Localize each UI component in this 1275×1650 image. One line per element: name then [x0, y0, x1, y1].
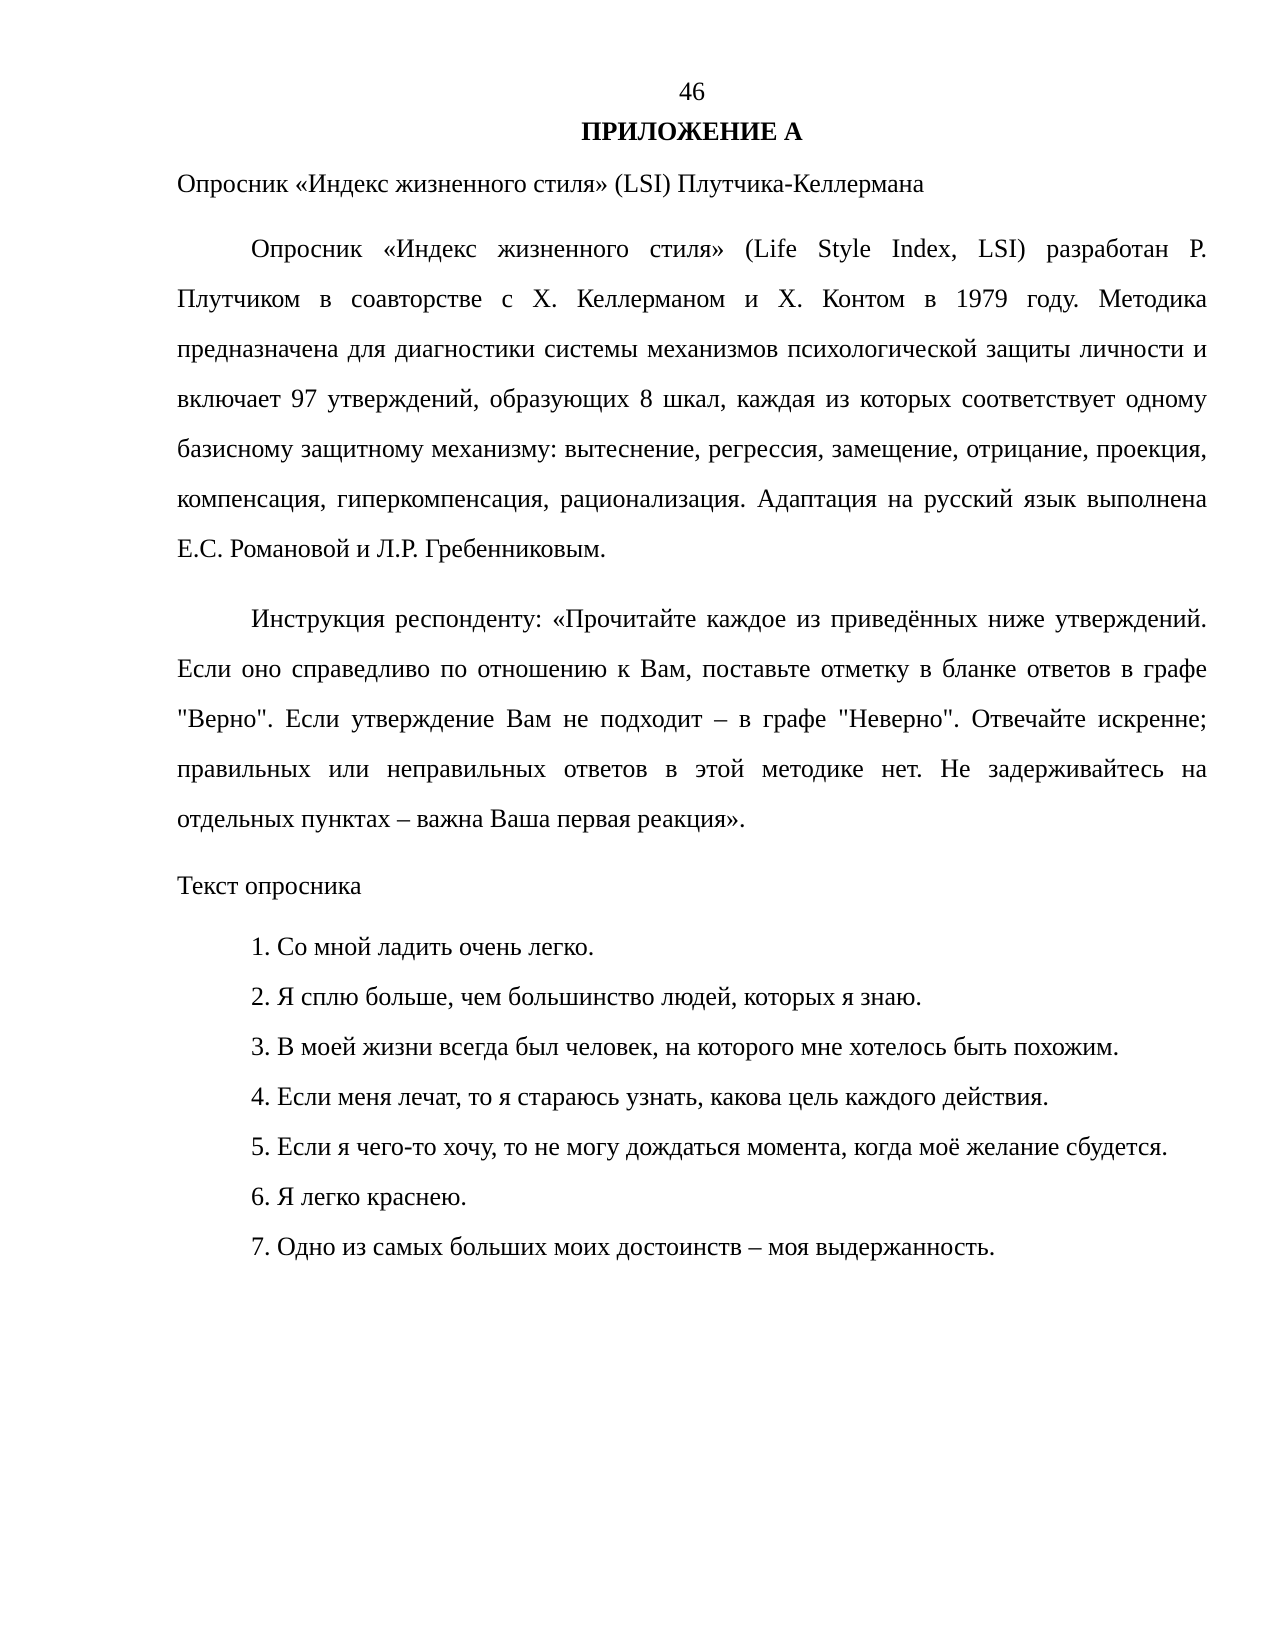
- list-item: 6. Я легко краснею.: [251, 1182, 467, 1211]
- list-item: 7. Одно из самых больших моих достоинств – моя выдержанность.: [251, 1232, 996, 1261]
- instruction-paragraph: Инструкция респонденту: «Прочитайте каждое из приведённых ниже утверждений. Если оно справедливо по отношению к Вам, поставьте отметку в бланке ответов в графе "Верно". Если утверждение Вам не подходит – в графе "Неверно". Отвечайте искренне; правильных или неправильных ответов в этой методике нет. Не задерживайтесь на отдельных пунктах – важна Ваша первая реакция».: [177, 604, 1207, 833]
- questionnaire-heading: Текст опросника: [177, 871, 362, 900]
- questionnaire-subtitle: Опросник «Индекс жизненного стиля» (LSI) Плутчика-Келлермана: [177, 169, 925, 198]
- list-item: 2. Я сплю больше, чем большинство людей, которых я знаю.: [251, 982, 922, 1011]
- description-paragraph: Опросник «Индекс жизненного стиля» (Life Style Index, LSI) разработан Р. Плутчиком в соавторстве с Х. Келлерманом и Х. Контом в 1979 году. Методика предназначена для диагностики системы механизмов психологической защиты личности и включает 97 утверждений, образующих 8 шкал, каждая из которых соответствует одному базисному защитному механизму: вытеснение, регрессия, замещение, отрицание, проекция, компенсация, гиперкомпенсация, рационализация. Адаптация на русский язык выполнена Е.С. Романовой и Л.Р. Гребенниковым.: [177, 234, 1207, 563]
- page-content: [177, 72, 1207, 1272]
- list-item: 1. Со мной ладить очень легко.: [251, 932, 595, 961]
- list-item: 4. Если меня лечат, то я стараюсь узнать, какова цель каждого действия.: [251, 1082, 1049, 1111]
- questionnaire-list: [177, 922, 1207, 1272]
- appendix-title: ПРИЛОЖЕНИЕ А: [581, 117, 803, 146]
- list-item: 3. В моей жизни всегда был человек, на которого мне хотелось быть похожим.: [251, 1032, 1120, 1061]
- page-number: 46: [679, 77, 705, 106]
- list-item: 5. Если я чего-то хочу, то не могу дождаться момента, когда моё желание сбудется.: [251, 1132, 1168, 1161]
